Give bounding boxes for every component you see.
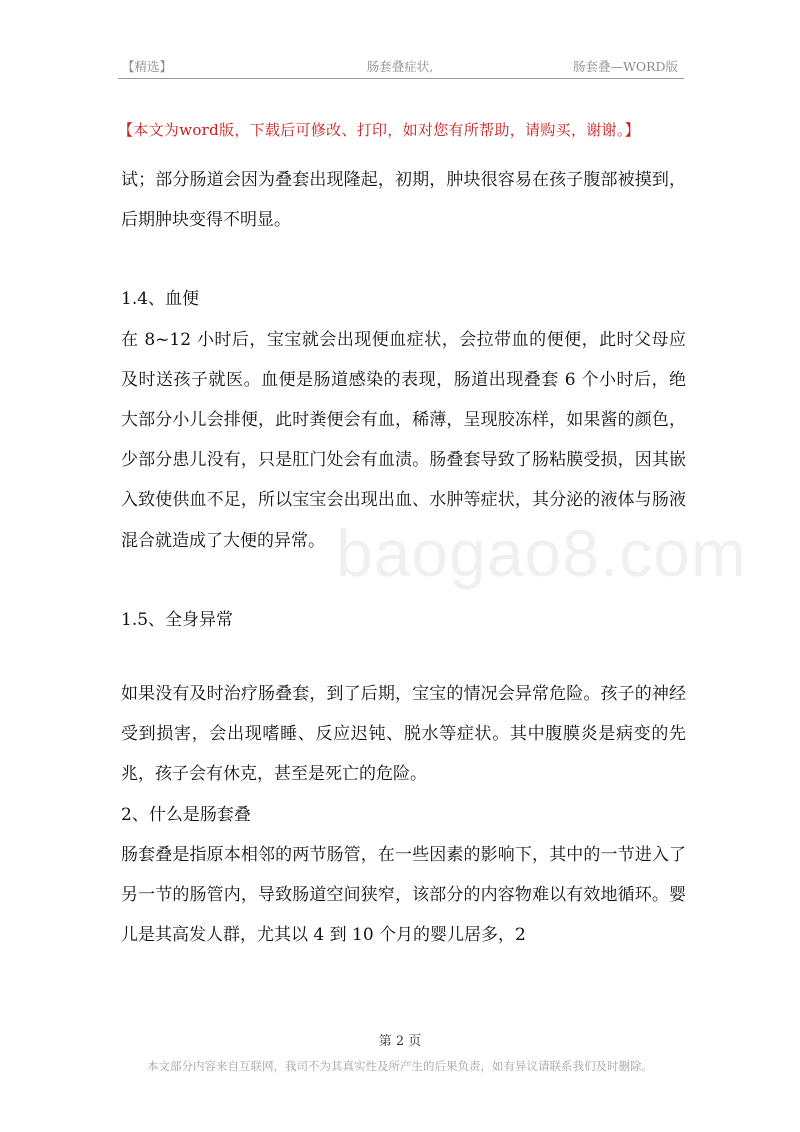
section-1-5-heading: 1.5、全身异常	[121, 609, 234, 630]
purchase-notice: 【本文为word版，下载后可修改、打印，如对您有所帮助，请购买，谢谢。】	[118, 121, 640, 139]
header-divider	[118, 78, 684, 79]
header-title: 肠套叠症状,	[366, 59, 434, 74]
header-left: 【精选】	[122, 59, 173, 74]
intro-paragraph: 试；部分肠道会因为叠套出现隆起，初期，肿块很容易在孩子腹部被摸到，后期肿块变得不明显。	[121, 170, 686, 231]
spacer	[121, 561, 686, 600]
header-right: 肠套叠—WORD版	[572, 59, 678, 74]
section-1-4-paragraph: 在 8~12 小时后，宝宝就会出现便血症状，会拉带血的便便，此时父母应及时送孩子就医。血便是肠道感染的表现，肠道出现叠套 6 个小时后，绝大部分小儿会排便，此时粪便会有血，稀薄，呈现胶冻样，如果酱的颜色，少部分患儿没有，只是肛门处会有血渍。肠叠套导致了肠粘膜受损，因其嵌入致使供血不足，所以宝宝会出现出血、水肿等症状，其分泌的液体与肠液混合就造成了大便的异常。	[121, 329, 686, 551]
section-1-4-heading: 1.4、血便	[121, 289, 200, 310]
document-body	[121, 160, 686, 955]
spacer	[121, 640, 686, 674]
spacer	[121, 240, 686, 279]
footer-disclaimer: 本文部分内容来自互联网，我司不为其真实性及所产生的后果负责，如有异议请联系我们及时删除。	[147, 1059, 653, 1073]
page-number: 第 2 页	[378, 1034, 422, 1049]
section-2-paragraph: 肠套叠是指原本相邻的两节肠管，在一些因素的影响下，其中的一节进入了另一节的肠管内，导致肠道空间狭窄，该部分的内容物难以有效地循环。婴儿是其高发人群，尤其以 4 到 10 个月的婴儿居多，2	[121, 844, 686, 946]
section-1-5-paragraph: 如果没有及时治疗肠叠套，到了后期，宝宝的情况会异常危险。孩子的神经受到损害，会出现嗜睡、反应迟钝、脱水等症状。其中腹膜炎是病变的先兆，孩子会有休克，甚至是死亡的危险。	[121, 684, 686, 785]
section-2-heading: 2、什么是肠套叠	[121, 804, 251, 825]
watermark: baogao8.com	[336, 516, 747, 590]
